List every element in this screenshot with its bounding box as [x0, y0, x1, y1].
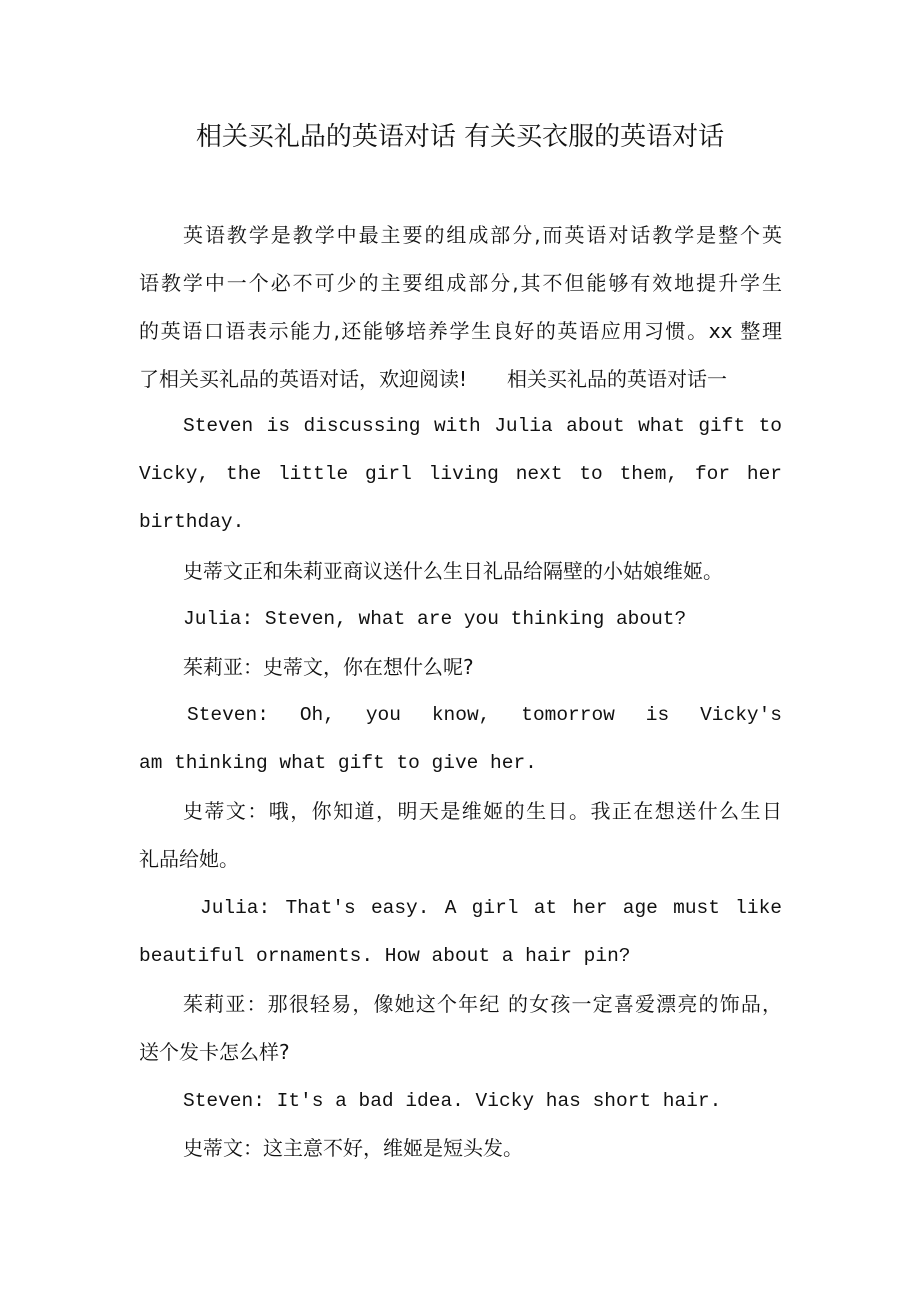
dialogue-line-zh: [139, 787, 782, 883]
dialogue-line-en: [139, 1077, 782, 1125]
text-line: birthday.: [139, 511, 245, 533]
text-line: beautiful ornaments. How about a hair pin?: [139, 945, 631, 967]
text-line: am thinking what gift to give her.: [139, 752, 537, 774]
paragraph-scenario-en: [139, 402, 782, 546]
dialogue-line-zh: [139, 1124, 782, 1172]
dialogue-line-en: [139, 595, 782, 643]
text-line: 了相关买礼品的英语对话，欢迎阅读! 相关买礼品的英语对话一: [139, 367, 728, 391]
dialogue-line-zh: [139, 980, 782, 1076]
text-line: 茱莉亚：那很轻易，像她这个年纪 的女孩一定喜爱漂亮的饰品，: [183, 992, 782, 1016]
paragraph-intro: [139, 211, 782, 403]
text-line: 语教学中一个必不可少的主要组成部分,其不但能够有效地提升学生: [139, 271, 782, 295]
dialogue-line-zh: [139, 643, 782, 691]
text-line: 英语教学是教学中最主要的组成部分,而英语对话教学是整个英: [183, 223, 782, 247]
text-line: Julia: Steven, what are you thinking about?: [183, 608, 687, 630]
text-line: Steven: Oh, you know, tomorrow is Vicky's: [187, 704, 782, 726]
paragraph-scenario-zh: [139, 547, 782, 595]
text-line: 茱莉亚：史蒂文，你在想什么呢?: [183, 655, 474, 679]
dialogue-line-en: [139, 884, 782, 980]
text-line: 送个发卡怎么样?: [139, 1040, 290, 1064]
text-line: Steven: It's a bad idea. Vicky has short hair.: [183, 1090, 722, 1112]
text-line: Julia: That's easy. A girl at her age must like: [200, 897, 782, 919]
dialogue-line-en: [139, 691, 782, 787]
text-line: 史蒂文：哦，你知道，明天是维姬的生日。我正在想送什么生日: [183, 799, 782, 823]
text-line: Vicky, the little girl living next to them, for her: [139, 463, 782, 485]
text-line: 史蒂文正和朱莉亚商议送什么生日礼品给隔壁的小姑娘维姬。: [183, 559, 723, 583]
text-line: 史蒂文：这主意不好，维姬是短头发。: [183, 1136, 523, 1160]
text-line: Steven is discussing with Julia about what gift to: [183, 415, 782, 437]
document-title: 相关买礼品的英语对话 有关买衣服的英语对话: [195, 122, 725, 152]
text-line: 的英语口语表示能力,还能够培养学生良好的英语应用习惯。xx 整理: [139, 319, 782, 343]
text-line: 礼品给她。: [139, 847, 239, 871]
